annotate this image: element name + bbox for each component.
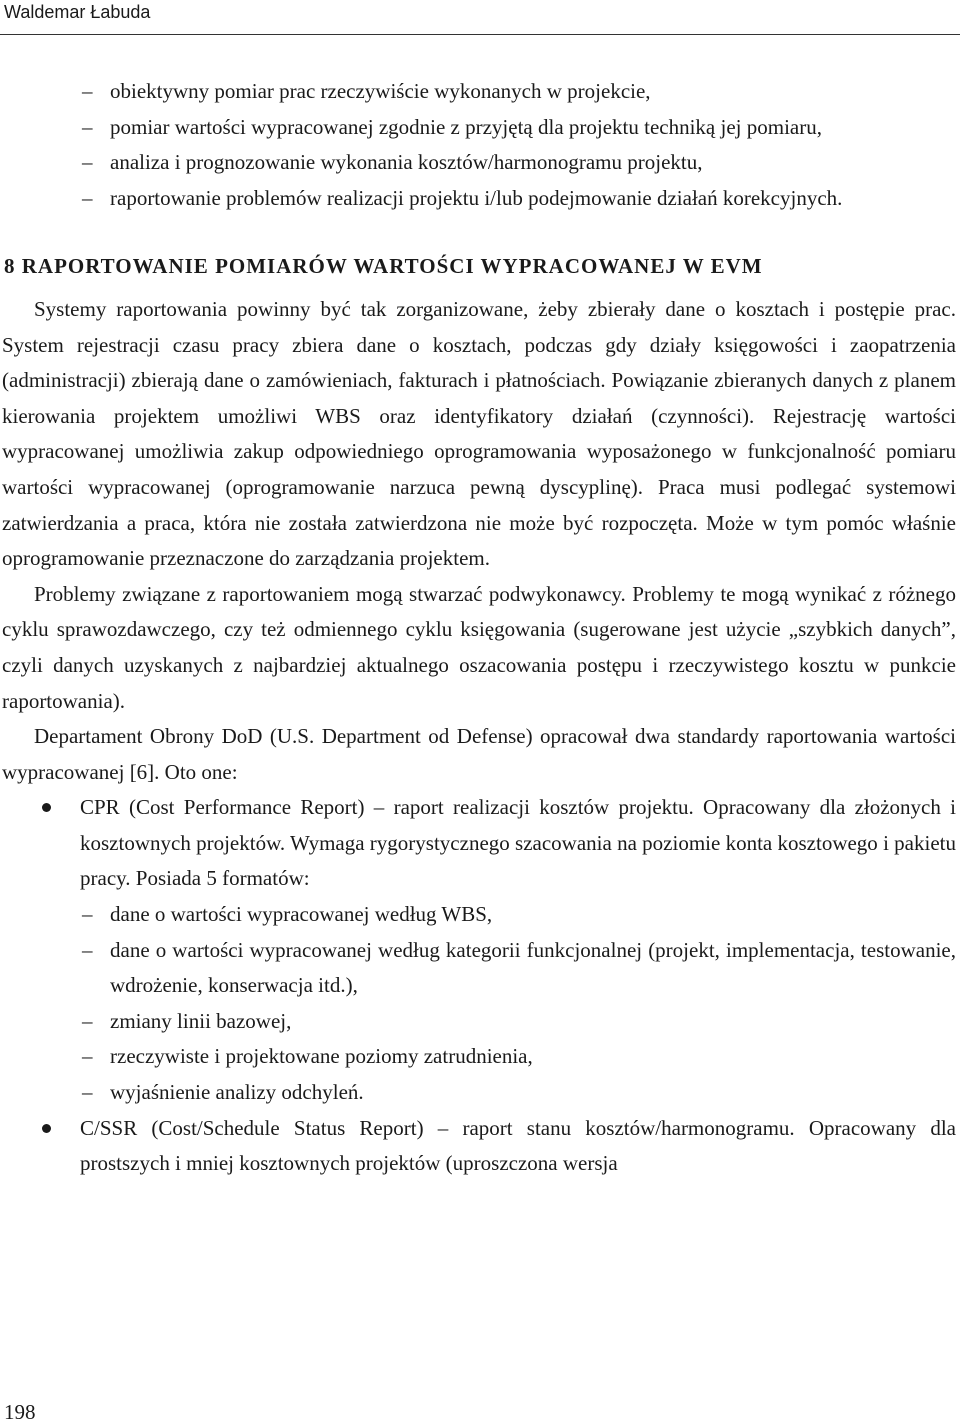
list-item (2, 897, 958, 933)
dash-marker: – (82, 937, 93, 962)
dash-marker: – (82, 185, 93, 210)
list-item-text: analiza i prognozowanie wykonania kosztów/harmonogramu projektu, (110, 150, 703, 175)
list-item (2, 933, 958, 1004)
body-paragraph: Departament Obrony DoD (U.S. Department od Defense) opracował dwa standardy raportowania wartości wypracowanej [6]. Oto one: (2, 724, 956, 784)
dash-marker: – (82, 902, 93, 927)
list-item (2, 145, 958, 181)
dash-marker: – (82, 1044, 93, 1069)
header-rule (0, 34, 960, 35)
list-item (2, 790, 958, 897)
list-item (2, 1111, 958, 1182)
running-head-author: Waldemar Łabuda (4, 2, 151, 22)
list-item-text: wyjaśnienie analizy odchyleń. (110, 1080, 364, 1105)
bullet-icon (42, 1124, 51, 1133)
dash-marker: – (82, 79, 93, 103)
dash-marker: – (82, 1008, 93, 1033)
list-item-text: dane o wartości wypracowanej według kategorii funkcjonalnej (projekt, implementacja, testowanie, wdrożenie, konserwacja itd.), (110, 937, 956, 998)
list-item-text: raportowanie problemów realizacji projektu i/lub podejmowanie działań korekcyjnych. (110, 185, 843, 210)
list-item-text: obiektywny pomiar prac rzeczywiście wykonanych w projekcie, (110, 79, 651, 103)
list-item (2, 1039, 958, 1075)
dash-marker: – (82, 114, 93, 139)
body-paragraph: Systemy raportowania powinny być tak zorganizowane, żeby zbierały dane o kosztach i postępie prac. System rejestracji czasu pracy zbiera dane o kosztach, podczas gdy działy księgowości i zaopatrzenia (administracji) zbierają dane o zamówieniach, fakturach i płatnościach. Powiązanie zbieranych danych z planem kierowania projektem umożliwi WBS oraz identyfikatory działań (czynności). Rejestrację wartości wypracowanej umożliwia zakup odpowiedniego oprogramowania wyposażonego w funkcjonalność pomiaru wartości wypracowanej (oprogramowanie narzuca pewną dyscyplinę). Praca musi podlegać systemowi zatwierdzania a praca, która nie została zatwierdzona nie może być rozpoczęta. Może w tym pomóc właśnie oprogramowanie przeznaczone do zarządzania projektem. (2, 296, 956, 571)
sub-dash-list (2, 897, 958, 1111)
list-item (2, 1075, 958, 1111)
body-paragraph: Problemy związane z raportowaniem mogą stwarzać podwykonawcy. Problemy te mogą wynikać z różnego cyklu sprawozdawczego, czy też odmiennego cyklu księgowania (sugerowane jest użycie „szybkich danych”, czyli danych uzyskanych z najbardziej aktualnego oszacowania postępu i rzeczywistego kosztu w punkcie raportowania). (2, 581, 956, 713)
list-item-text: pomiar wartości wypracowanej zgodnie z przyjętą dla projektu techniką jej pomiaru, (110, 114, 822, 139)
list-item (2, 74, 958, 110)
list-item (2, 1004, 958, 1040)
bullet-text: CPR (Cost Performance Report) – raport realizacji kosztów projektu. Opracowany dla złożonych i kosztownych projektów. Wymaga rygorystycznego szacowania na poziomie konta kosztowego i pakietu pracy. Posiada 5 formatów: (80, 795, 956, 891)
list-item (2, 110, 958, 146)
list-item (2, 181, 958, 217)
list-item-text: dane o wartości wypracowanej według WBS, (110, 902, 493, 927)
page-content (2, 74, 958, 1182)
dash-marker: – (82, 150, 93, 175)
list-item-text: rzeczywiste i projektowane poziomy zatrudnienia, (110, 1044, 533, 1069)
page-number: 198 (4, 1400, 36, 1424)
dash-marker: – (82, 1080, 93, 1105)
bullet-icon (42, 803, 51, 812)
section-heading: 8 RAPORTOWANIE POMIARÓW WARTOŚCI WYPRACOWANEJ W EVM (4, 254, 763, 279)
bullet-list (2, 790, 958, 1182)
intro-dash-list (2, 74, 958, 216)
list-item-text: zmiany linii bazowej, (110, 1008, 292, 1033)
bullet-text: C/SSR (Cost/Schedule Status Report) – raport stanu kosztów/harmonogramu. Opracowany dla prostszych i mniej kosztownych projektów (uproszczona wersja (80, 1115, 956, 1176)
